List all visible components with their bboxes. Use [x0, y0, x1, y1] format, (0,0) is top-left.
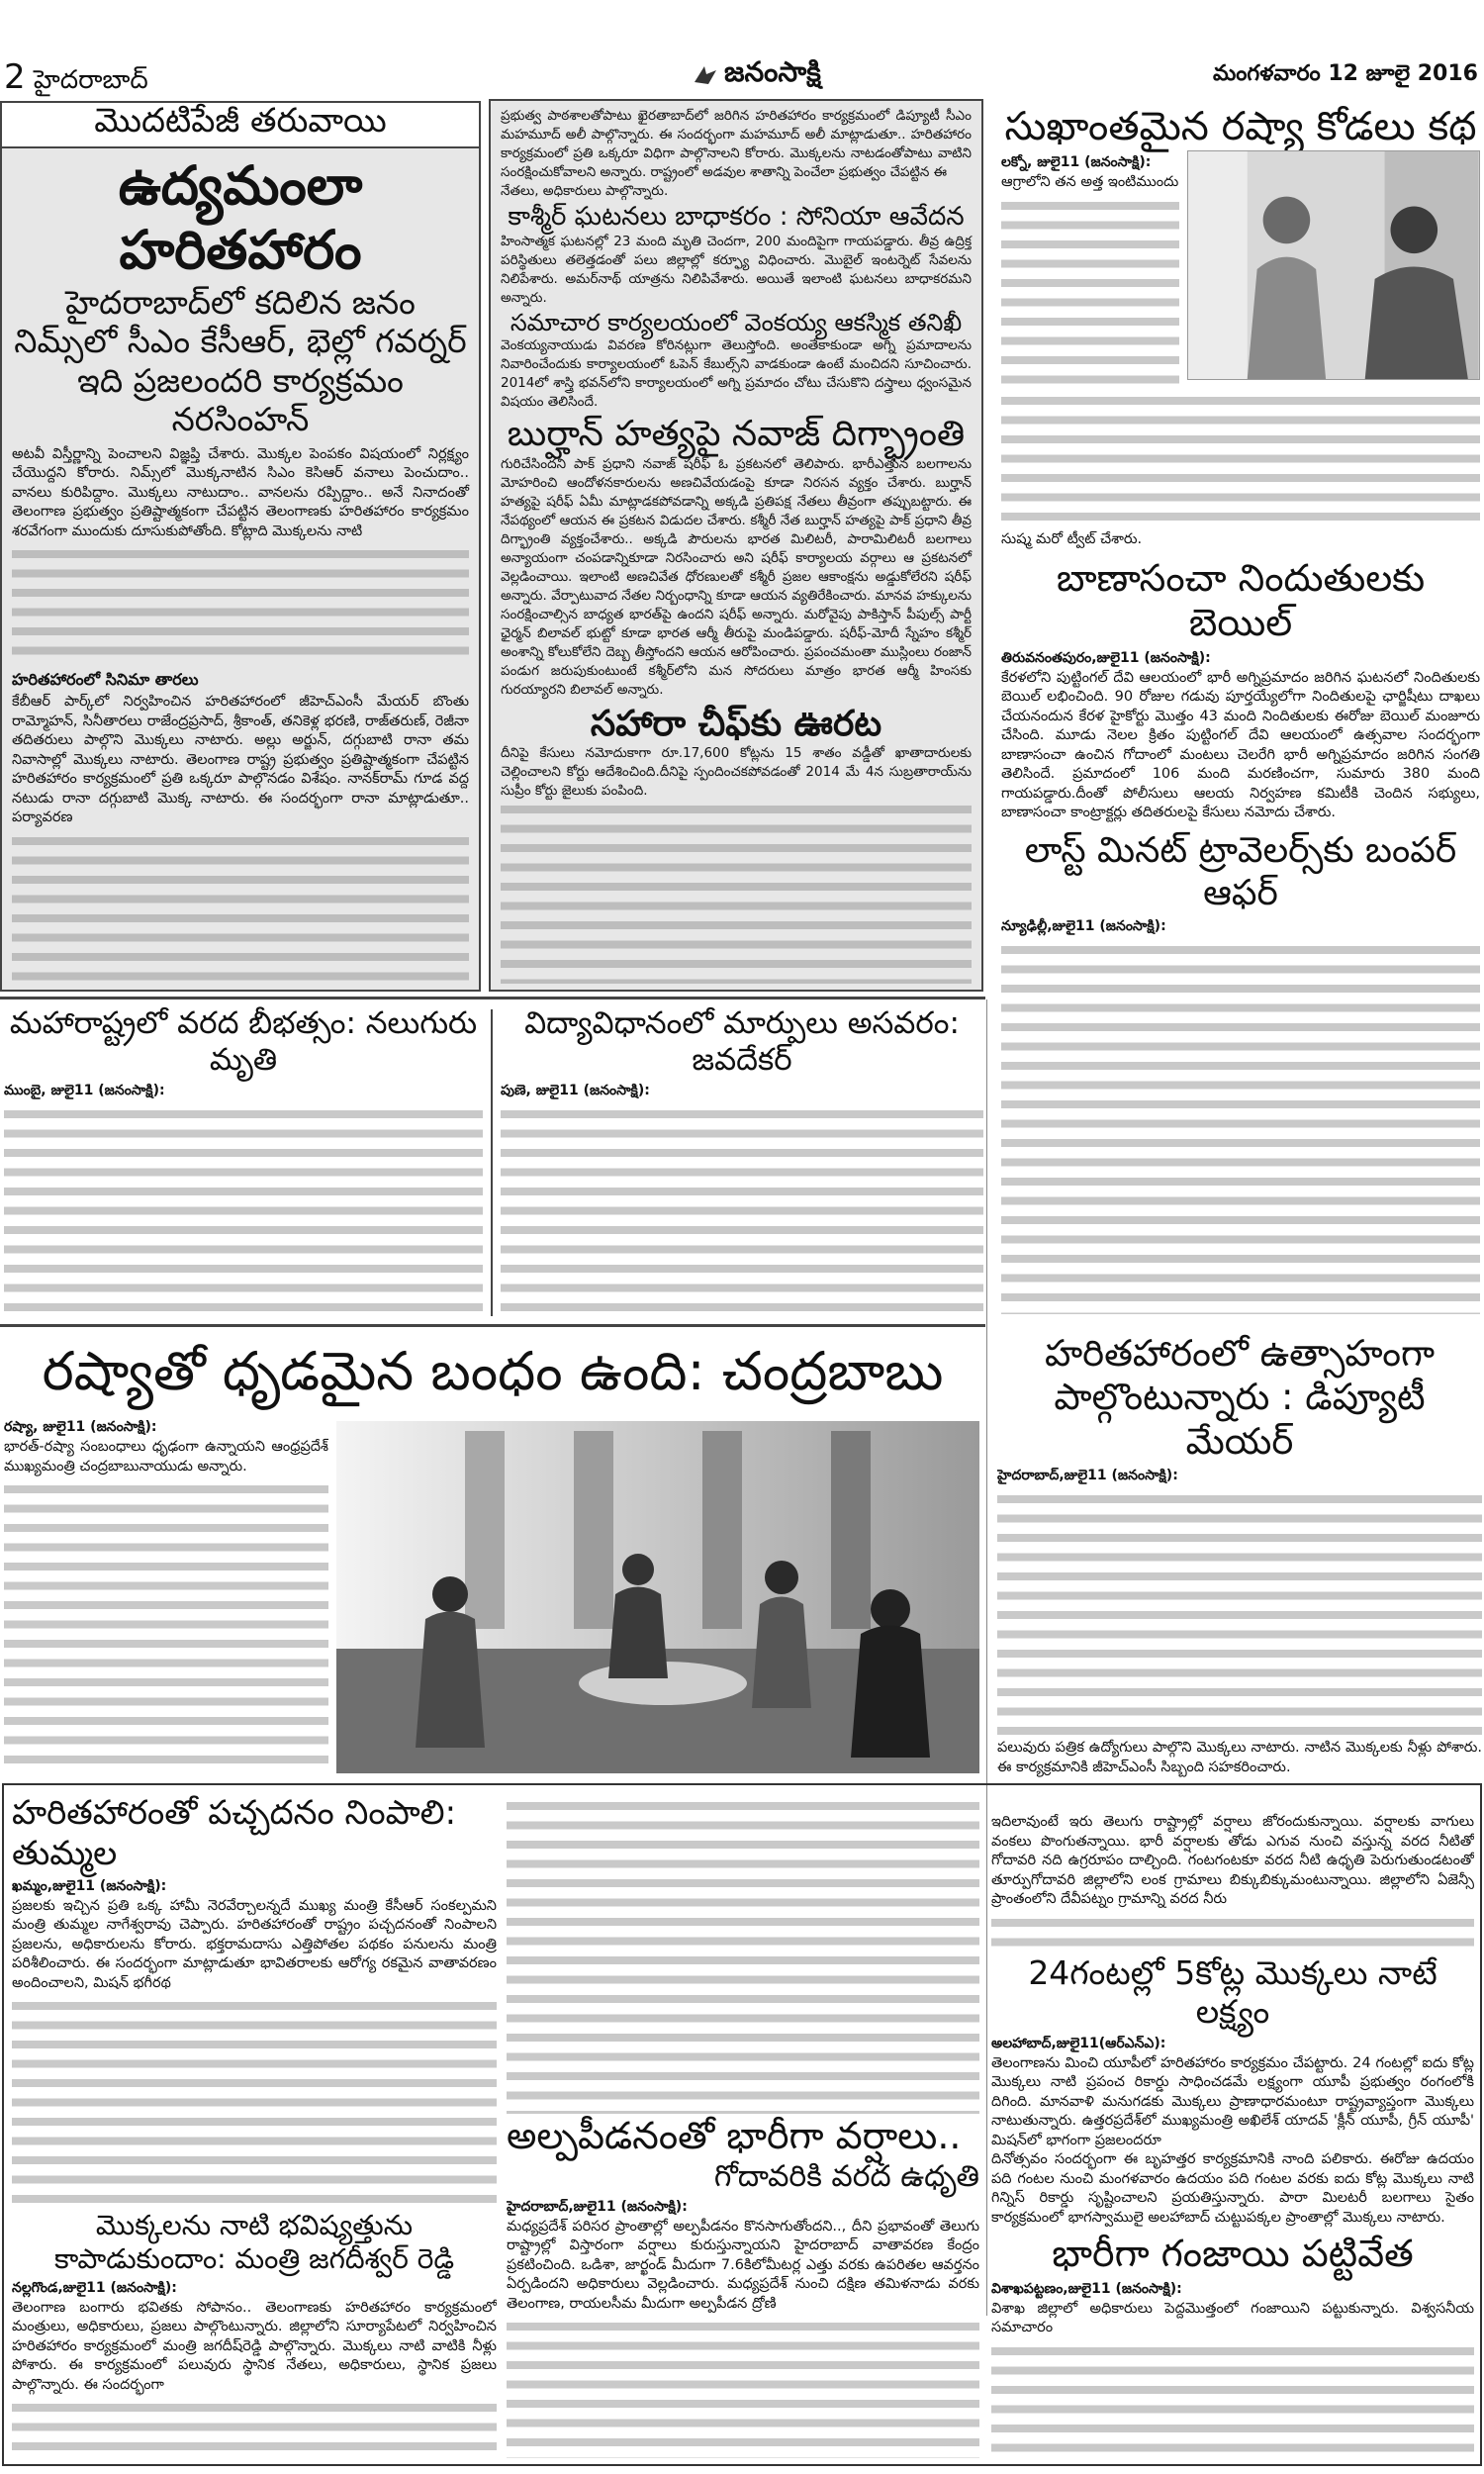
burhan-headline: బుర్హాన్ హత్యపై నవాజ్ దిగ్భ్రాంతి — [507, 414, 966, 455]
dateline: తిరువనంతపురం,జులై11 (జనంసాక్షి): — [1001, 649, 1211, 666]
logo-emblem-icon — [693, 62, 718, 88]
kashmir-headline: కాశ్మీర్ ఘటనలు బాధాకరం : సోనియా ఆవేదన — [508, 202, 965, 232]
text-lines — [12, 2399, 497, 2458]
text-lines — [507, 1797, 979, 2114]
dateline: హైదరాబాద్,జులై11 (జనంసాక్షి): — [507, 2198, 688, 2215]
russia-body: భారత్-రష్యా సంబంధాలు ధృఢంగా ఉన్నాయని ఆంధ్రప్రదేశ్ ముఖ్యమంత్రి చంద్రబాబునాయుడు అన్నారు. — [4, 1439, 328, 1475]
lead-subhead: హైదరాబాద్‌లో కదిలిన జనం — [65, 282, 416, 322]
dateline: హైదరాబాద్,జులై11 (జనంసాక్షి): — [997, 1468, 1178, 1484]
dateline: న్యూఢిల్లీ,జులై11 (జనంసాక్షి): — [1001, 918, 1166, 935]
lead-subsection-title: హరితహారంలో సినిమా తారలు — [12, 670, 199, 690]
meeting-photo — [336, 1421, 979, 1773]
article-body: సుష్మ మరో ట్వీట్ చేశారు. — [1001, 531, 1143, 547]
divider — [491, 1009, 493, 1316]
education-headline: విద్యావిధానంలో మార్పులు అసవరం: జవదేకర్ — [524, 1005, 960, 1079]
logo-text: జనంసాక్షి — [724, 55, 821, 88]
text-lines — [12, 832, 469, 984]
dateline: విశాఖపట్టణం,జులై11 (జనంసాక్షి): — [991, 2280, 1182, 2297]
ganja-body: విశాఖ జిల్లాలో అధికారులు పెద్దమొత్తంలో గంజాయిని పట్టుకున్నారు. విశ్వసనీయ సమాచారం — [991, 2300, 1474, 2336]
article-body: నేతలు, అధికారులు పాల్గొన్నారు. — [501, 183, 669, 199]
education-story — [501, 1005, 983, 1318]
masthead-logo — [693, 55, 821, 95]
dateline: ముంబై, జులై11 (జనంసాక్షి): — [4, 1083, 165, 1099]
text-lines — [997, 1490, 1482, 1739]
article-body: పలువురు పత్రిక ఉద్యోగులు పాల్గొని మొక్కలు నాటారు. నాటిన మొక్కలకు నీళ్లు పోశారు. ఈ కార్యక్రమానికి జీహెచ్ఎంసీ సిబ్బంది సహకరించారు. — [997, 1740, 1482, 1775]
middle-column — [489, 99, 983, 992]
text-lines — [991, 2342, 1474, 2458]
burhan-body: గురిచేసిందని పాక్ ప్రధాని నవాజ్ షరీఫ్ ఓ ప్రకటనలో తెలిపారు. భారీఎత్తున బలగాలను మోహరించి ఆందోళనకారులను అణచివేయడంపై కూడా నిరసన వ్యక్తం చేశారు. బుర్హాన్ హత్యపై షరీఫ్ ఏమీ మాట్లాడకపోవడాన్ని అక్కడి ప్రతిపక్ష నేతలు తీవ్రంగా తప్పుబట్టారు. ఈ నేపథ్యంలో ఆయన ఈ ప్రకటన విడుదల చేశారు. కశ్మీరీ నేత బుర్హాన్ హత్యపై పాక్ ప్రధాని తీవ్ర దిగ్భ్రాంతి వ్యక్తంచేశారు.. అక్కడి పౌరులను భారత మిలిటరీ, పారామిలిటరీ బలగాలు అన్యాయంగా చంపడాన్నికూడా నిరసించారు అని షరీఫ్ కార్యాలయ వర్గాలు ఆ ప్రకటనలో వెల్లడించాయి. ఇలాంటి అణచివేత ధోరణులతో కశ్మీరీ ప్రజల ఆకాంక్షను అడ్డుకోలేరని షరీఫ్ అన్నారు. వేర్పాటువాద నేతల నిర్బంధాన్ని కూడా ఆయన వ్యతిరేకించారు. మానవ హక్కులను సంరక్షించాల్సిన బాధ్యత భారత్‌పై ఉందని షరీఫ్ అన్నారు. మరోవైపు పాకిస్తాన్ పీపుల్స్ పార్టీ ఛైర్మన్ బిలావల్ భుట్టో కూడా భారత ఆర్మీ తీరుపై మండిపడ్డారు. షరీఫ్-మోదీ స్నేహం కశ్మీర్ అంశాన్ని కోలుకోలేని దెబ్బ తీస్తోందని ఆయన ఆరోపించారు. ప్రపంచమంతా ముస్లింలు రంజాన్ పండుగ జరుపుకుంటుంటే కశ్మీర్‌లోని మన సోదరులు మాత్రం భారత ఆర్మీ హింసకు గురయ్యారని బిలావల్ అన్నారు. — [501, 455, 972, 698]
text-lines — [1001, 197, 1179, 389]
saplings-headline: 24గంటల్లో 5కోట్ల మొక్కలు నాటే లక్ష్యం — [1028, 1952, 1438, 2032]
lead-body: అటవీ విస్తీర్ణాన్ని పెంచాలని విజ్ఞప్తి చేశారు. మొక్కల పెంపకం విషయంలో నిర్లక్ష్యం చేయొద్దని కోరారు. నిమ్స్‌లో మొక్కనాటిన సిఎం కెసిఆర్ వనాలు పెంచుదాం.. వానలు కురిపిద్దాం. మొక్కలు నాటుదాం.. వానలను రప్పిద్దాం.. అనే నినాదంతో తెలంగాణ ప్రభుత్వం ప్రతిష్టాత్మకంగా చేపట్టిన తెలంగాణకు హరితహారం కార్యక్రమం శరవేగంగా ముందుకు దూసుకుపోతోంది. కోట్లాది మొక్కలను నాటి — [12, 445, 469, 539]
article-body: ప్రభుత్వ పాఠశాలతోపాటు ఖైరతాబాద్‌లో జరిగిన హరితహారం కార్యక్రమంలో డిప్యూటీ సీఎం మహమూద్ అలీ పాల్గొన్నారు. ఈ సందర్భంగా మహమూద్ అలీ మాట్లాడుతూ.. హరితహారం కార్యక్రమంలో ప్రతి ఒక్కరూ విధిగా పాల్గొనాలని కోరారు. మొక్కలను నాటడంతోపాటు వాటిని సంరక్షించుకోవాలని అన్నారు. రాష్ట్రంలో అడవుల శాతాన్ని పెంచేలా ప్రభుత్వం చేపట్టిన ఈ — [501, 108, 972, 180]
text-lines — [4, 1480, 328, 1771]
right-bottom-column — [991, 1793, 1474, 2458]
dateline: రష్యా, జులై11 (జనంసాక్షి): — [4, 1419, 157, 1435]
continued-label: మొదటిపేజీ తరువాయి — [0, 101, 481, 148]
text-lines — [501, 1105, 983, 1318]
kashmir-body: హింసాత్మక ఘటనల్లో 23 మంది మృతి చెందగా, 200 మందిపైగా గాయపడ్డారు. తీవ్ర ఉద్రిక్త పరిస్థితులు తలెత్తడంతో పలు జిల్లాల్లో కర్ఫ్యూ విధించారు. మొబైల్ ఇంటర్నెట్ సేవలను నిలిపేశారు. అమర్‌నాథ్ యాత్రను నిలిపివేశారు. అయితే ఇలాంటి ఘటనలు బాధాకరమని అన్నారు. — [501, 233, 972, 306]
text-lines — [507, 2318, 979, 2458]
russia-story — [4, 1332, 981, 1777]
rains-story — [507, 1793, 979, 2458]
article-body: ఆగ్రాలోని తన అత్త ఇంటిముందు — [1001, 174, 1179, 190]
russia-bride-headline: సుఖాంతమైన రష్యా కోడలు కథ — [1004, 104, 1477, 149]
bail-body: కేరళలోని పుట్టింగల్ దేవి ఆలయంలో భారీ అగ్నిప్రమాదం జరిగిన ఘటనలో నిందితులకు బెయిల్ లభించింది. 90 రోజుల గడువు పూర్తయ్యేలోగా నిందితులపై ఛార్జిషీటు దాఖలు చేయనందున కేరళ హైకోర్టు మొత్తం 43 మంది నిందితులకు ఈరోజు బెయిల్ మంజూరు చేసింది. మూడు నెలల క్రితం పుట్టింగల్ దేవి ఆలయంలో ఉత్సవాల సందర్భంగా బాణాసంచా ఉంచిన గోదాంలో మంటలు చెలరేగి భారీ అగ్నిప్రమాదం జరిగిన సంగతి తెలిసిందే. ప్రమాదంలో 106 మంది మరణించగా, సుమారు 380 మంది గాయపడ్డారు.దీంతో పోలీసులు ఆలయ నిర్వహణ కమిటీకి చెందిన సభ్యులు, బాణాసంచా కాంట్రాక్టర్లు తదితరులపై కేసులు నమోదు చేశారు. — [1001, 669, 1480, 821]
text-lines — [12, 1997, 497, 2203]
sahara-headline: సహారా చీఫ్‌కు ఊరట — [590, 703, 882, 744]
rains-subhead: గోదావరికి వరద ఉధృతి — [713, 2158, 979, 2194]
deputy-mayor-story — [997, 1332, 1482, 1777]
lead-story — [0, 148, 481, 992]
text-lines — [1001, 392, 1480, 530]
lastminute-headline: లాస్ట్ మినట్ ట్రావెలర్స్‌కు బంపర్ ఆఫర్ — [1024, 829, 1457, 913]
lead-subhead: నిమ్స్‌లో సీఎం కేసీఆర్, భెల్లో గవర్నర్ — [14, 322, 467, 361]
section-name: హైదరాబాద్ — [33, 65, 148, 95]
rains-headline: అల్పపీడనంతో భారీగా వర్షాలు.. — [507, 2114, 962, 2157]
divider — [0, 997, 985, 999]
text-lines — [12, 545, 469, 664]
dateline: పుణె, జులై11 (జనంసాక్షి): — [501, 1083, 650, 1099]
bail-headline: బాణాసంచా నిందుతులకు బెయిల్ — [1056, 555, 1426, 645]
russia-headline: రష్యాతో ధృడమైన బంధం ఉంది: చంద్రబాబు — [42, 1340, 944, 1402]
divider — [0, 1324, 985, 1327]
lead-subhead: ఇది ప్రజలందరి కార్యక్రమం నరసింహన్ — [77, 360, 404, 439]
lead-headline: ఉద్యమంలా హరితహారం — [118, 154, 363, 281]
issue-date: మంగళవారం 12 జూలై 2016 — [1212, 61, 1478, 86]
rains-body: మధ్యప్రదేశ్ పరిసర ప్రాంతాల్లో అల్పపీడనం కొనసాగుతోందని.., దీని ప్రభావంతో తెలుగు రాష్ట్రాల్లో విస్తారంగా వర్షాలు కురుస్తున్నాయని హైదరాబాద్ వాతావరణ కేంద్రం ప్రకటించింది. ఒడిశా, జార్ఖండ్ మీదుగా 7.6కిలోమీటర్ల ఎత్తు వరకు ఉపరితల ఆవర్తనం ఏర్పడిందని అధికారులు వెల్లడించారు. మధ్యప్రదేశ్ నుంచి దక్షిణ తమిళనాడు వరకు తెలంగాణ, రాయలసీమ మీదుగా అల్పపీడన ద్రోణి — [507, 2218, 979, 2312]
right-column — [991, 99, 1484, 1318]
thummala-story — [12, 1793, 497, 2458]
thummala-headline: హరితహారంతో పచ్చదనం నింపాలి: తుమ్మల — [12, 1793, 457, 1873]
deputy-mayor-headline: హరితహారంలో ఉత్సాహంగా పాల్గొంటున్నారు : డిప్యూటీ మేయర్ — [1044, 1332, 1436, 1463]
page-number: 2 — [4, 57, 26, 97]
dateline: నల్లగొండ,జులై11 (జనంసాక్షి): — [12, 2279, 177, 2296]
venkaiah-headline: సమాచార కార్యలయంలో వెంకయ్య ఆకస్మిక తనిఖీ — [510, 308, 963, 336]
text-lines — [991, 1914, 1474, 1953]
dateline: లక్నో, జులై11 (జనంసాక్షి): — [1001, 154, 1152, 170]
text-lines — [1001, 941, 1480, 1314]
maharashtra-headline: మహారాష్ట్రలో వరద బీభత్సం: నలుగురు మృతి — [9, 1005, 478, 1079]
text-lines — [501, 801, 972, 984]
jagadish-headline: మొక్కలను నాటి భవిష్యత్తును కాపాడుకుందాం: మంత్రి జగదీశ్వర్ రెడ్డి — [53, 2209, 455, 2275]
couple-photo — [1187, 150, 1480, 380]
jagadish-body: తెలంగాణ బంగారు భవితకు సోపానం.. తెలంగాణకు హరితహారం కార్యక్రమంలో మంత్రులు, అధికారులు, ప్రజలు పాల్గొంటున్నారు. జిల్లాలోని సూర్యాపేటలో నిర్వహించిన హరితహారం కార్యక్రమంలో మంత్రి జగదీష్‌రెడ్డి పాల్గొన్నారు. మొక్కలు నాటి వాటికి నీళ్లు పోశారు. ఈ కార్యక్రమంలో పలువురు స్థానిక నేతలు, అధికారులు, స్థానిక ప్రజలు పాల్గొన్నారు. ఈ సందర్భంగా — [12, 2299, 497, 2393]
sahara-body: దీనిపై కేసులు నమోదుకాగా రూ.17,600 కోట్లను 15 శాతం వడ్డీతో ఖాతాదారులకు చెల్లించాలని కోర్టు ఆదేశించింది.దీనిపై స్పందించకపోవడంతో 2014 మే 4న సుబ్రతారాయ్‌ను సుప్రీం కోర్టు జైలుకు పంపింది. — [501, 745, 972, 800]
thummala-body: ప్రజలకు ఇచ్చిన ప్రతి ఒక్క హామీ నెరవేర్చాలన్నదే ముఖ్య మంత్రి కేసీఆర్ సంకల్పమని మంత్రి తుమ్మల నాగేశ్వరావు చెప్పారు. హరితహారంతో రాష్ట్రం పచ్చదనంతో నింపాలని ప్రజలను, అధికారులను కోరారు. భక్తరామదాసు ఎత్తిపోతల పథకం పనులను మంత్రి పరిశీలించారు. ఈ సందర్భంగా మాట్లాడుతూ భావితరాలకు ఆరోగ్య రకమైన వాతావరణం అందించాలని, మిషన్ భగీరథ — [12, 1897, 497, 1991]
dateline: ఖమ్మం,జులై11 (జనంసాక్షి): — [12, 1877, 167, 1894]
text-lines — [4, 1105, 483, 1318]
saplings-body: తెలంగాణను మించి యూపీలో హరితహారం కార్యక్రమం చేపట్టారు. 24 గంటల్లో ఐదు కోట్ల మొక్కలు నాటి ప్రపంచ రికార్డు సాధించడమే లక్ష్యంగా యూపీ ప్రభుత్వం రంగంలోకి దిగింది. మానవాళి మనుగడకు మొక్కలు ప్రాణాధారమంటూ రాష్ట్రవ్యాప్తంగా మొక్కలు నాటుతున్నారు. ఉత్తరప్రదేశ్‌లో ముఖ్యమంత్రి అఖిలేశ్ యాదవ్ 'క్లీన్ యూపీ, గ్రీన్ యూపీ' మిషన్‌లో భాగంగా ప్రజలందరూ — [991, 2054, 1474, 2148]
dateline: అలహాబాద్,జులై11(ఆర్ఎన్ఎ): — [991, 2035, 1166, 2051]
page-section-label — [4, 57, 148, 101]
rains-continued-body: ఇదిలావుంటే ఇరు తెలుగు రాష్ట్రాల్లో వర్షాలు జోరందుకున్నాయి. వర్షాలకు వాగులు వంకలు పొంగుతన్నాయి. భారీ వర్షాలకు తోడు ఎగువ నుంచి వస్తున్న వరద నీటితో గోదావరి నది ఉగ్రరూపం దాల్చింది. గంటగంటకూ వరద నీటి ఉధృతి పెరుగుతుండటంతో తూర్పుగోదావరి జిల్లాలోని లంక గ్రామాలు బిక్కుబిక్కుమంటున్నాయి. జిల్లాలోని ఏజెన్సీ ప్రాంతంలోని దేవీపట్నం గ్రామాన్ని వరద నీరు — [991, 1814, 1474, 1907]
saplings-body-end: దినోత్సవం సందర్భంగా ఈ బృహత్తర కార్యక్రమానికి నాంది పలికారు. ఈరోజు ఉదయం పది గంటల నుంచి మంగళవారం ఉదయం పది గంటల వరకు ఐదు కోట్ల మొక్కలు నాటి గిన్నిస్ రికార్డు సృష్టించాలని ప్రయతిస్తున్నారు. పారా మిలటరీ బలగాలు సైతం కార్యక్రమంలో భాగస్వాములై అలహాబాద్ చుట్టుపక్కల ప్రాంతాల్లో మొక్కలు నాటారు. — [991, 2151, 1474, 2226]
venkaiah-body: వెంకయ్యనాయుడు వివరణ కోరినట్లుగా తెలుస్తోంది. అంతేకాకుండా అగ్ని ప్రమాదాలను నివారించేందుకు కార్యాలయంలో ఓపెన్ కేబుల్స్‌ని వాడకుండా ఉంటే మంచిదని సూచించారు. 2014లో శాస్త్రి భవన్‌లోని కార్యాలయంలో అగ్ని ప్రమాదం చోటు చేసుకొని దస్త్రాలు ధ్వంసమైన విషయం తెలిసిందే. — [501, 337, 972, 411]
ganja-headline: భారీగా గంజాయి పట్టివేత — [1052, 2232, 1414, 2276]
lead-subsection-body: కేబీఆర్ పార్క్‌లో నిర్వహించిన హరితహారంలో జీహెచ్ఎంసీ మేయర్ బొంతు రామ్మోహన్, సినీతారలు రాజేంద్రప్రసాద్, శ్రీకాంత్, తనికెళ్ల భరణి, రాజ్‌తరుణ్, రెజీనా తదితరులు పాల్గొని మొక్కలు నాటారు. అల్లు అర్జున్, దగ్గుబాటి రానా తమ నివాసాల్లో మొక్కలు నాటారు. తెలంగాణ రాష్ట్ర ప్రభుత్వం ప్రతిష్టాత్మకంగా చేపట్టిన హరితహారం కార్యక్రమంలో ప్రతి ఒక్కరూ పాల్గొనడం విశేషం. నానక్‌రామ్ గూడ వద్ద నటుడు రానా దగ్గుబాటి మొక్క నాటారు. ఈ సందర్భంగా రానా మాట్లాడుతూ.. పర్యావరణ — [12, 694, 469, 826]
maharashtra-story — [4, 1005, 483, 1318]
